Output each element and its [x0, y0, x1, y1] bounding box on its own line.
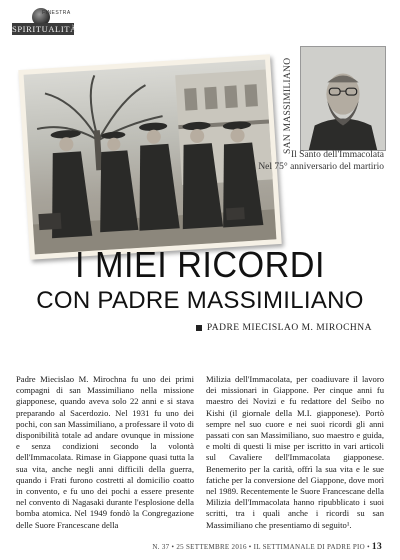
portrait-caption [224, 150, 384, 173]
footer-issue: N. 37 • 25 SETTEMBRE 2016 • IL SETTIMANALE DI PADRE PIO • [152, 543, 370, 551]
article-title-line1: I MIEI RICORDI [75, 244, 325, 285]
portrait-photo [300, 46, 386, 151]
body-column-left: Padre Miecislao M. Mirochna fu uno dei primi compagni di san Massimiliano nella missione giapponese, quando aveva solo 22 anni e si stava preparando al Sacerdozio. Nel 1931 fu uno dei pochi, con san Massimiliano, a professare il voto di disponibilità totale ad andare ovunque in missione e senza condizioni secondo la volontà dell'Immacolata. Rimase in Giappone quasi tutta la sua vita, anche negli anni difficili della guerra, quando i Frati furono costretti al domicilio coatto in convento, e fu uno dei pochi a essere presente nel convento di Nagasaki durante l'esplosione della bomba atomica. Nel 1949 fondò la Congregazione delle Suore Francescane della [16, 374, 194, 530]
article-title-line2: CON PADRE MASSIMILIANO [36, 287, 364, 314]
section-small-label: FINESTRA [42, 10, 71, 16]
portrait-caption-line2: Nel 75° anniversario del martirio [258, 161, 384, 172]
body-column-right: Milizia dell'Immacolata, per coadiuvare il lavoro dei missionari in Giappone. Per cinque anni fu maestro dei Novizi e fu redattore del Seibo no Kishi (il giornale della M.I. giapponese). Portò sempre nel suo cuore e nei suoi ricordi gli anni passati con san Massimiliano, suo maestro e guida, e molti di questi li mise per iscritto in vari articoli sul Cavaliere dell'Immacolata giapponese. Benemerito per la carità, offrì la sua vita e le sue fatiche per la conversione del Giappone, dove morì nel 1989. Recentemente le Suore Francescane della Milizia dell'Immacolata hanno ripubblicato i suoi scritti, tra i quali anche i ricordi su san Massimiliano che presentiamo di seguito¹. [206, 374, 384, 530]
portrait-caption-line1: Il Santo dell'Immacolata [291, 150, 384, 160]
section-badge [12, 8, 77, 38]
author-name: PADRE MIECISLAO M. MIROCHNA [206, 323, 372, 333]
page-footer [152, 542, 382, 552]
author-byline [196, 323, 372, 333]
portrait-vertical-caption: SAN MASSIMILIANO [283, 57, 293, 154]
section-label: SPIRITUALITÀ [12, 24, 77, 34]
bullet-square-icon [196, 325, 202, 331]
portrait-illustration [301, 47, 385, 150]
page-number: 13 [371, 542, 382, 552]
